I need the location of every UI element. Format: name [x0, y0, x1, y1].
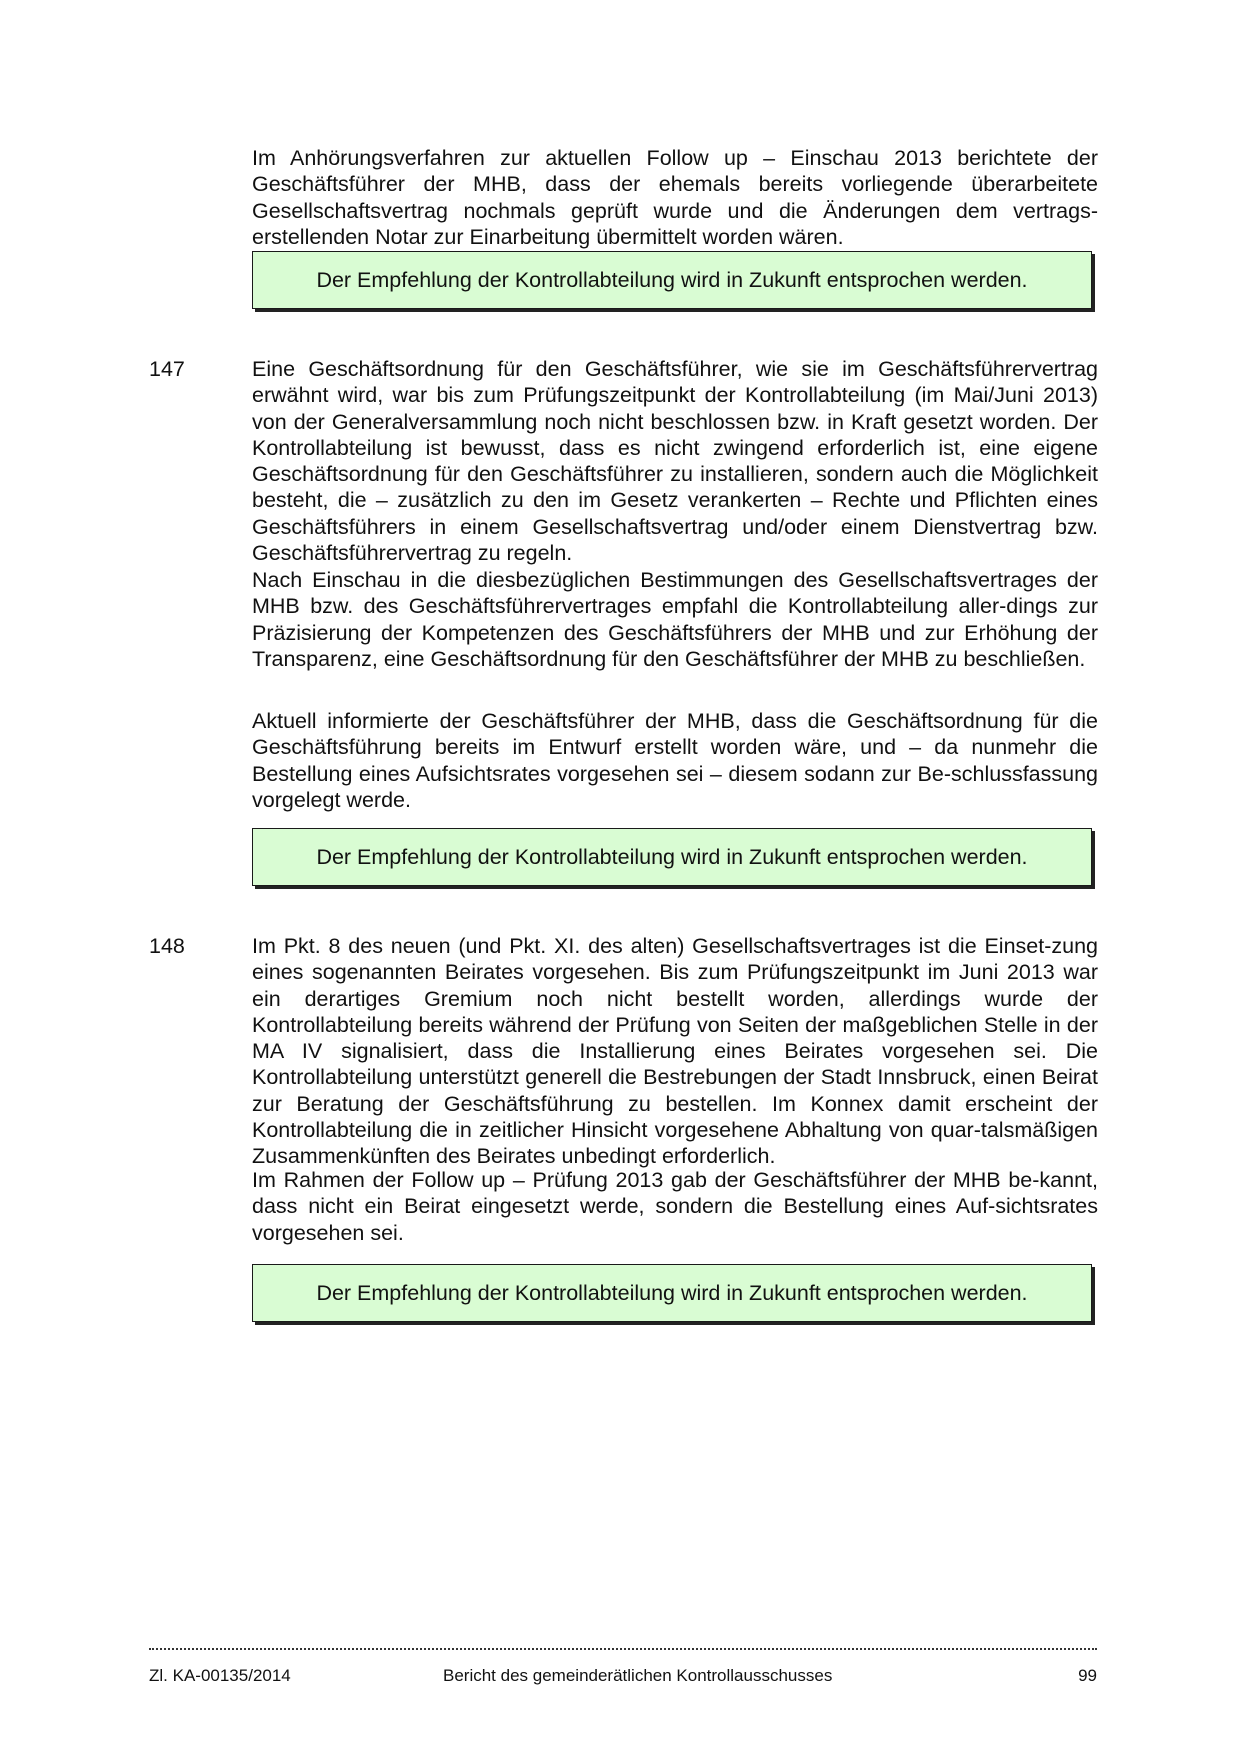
paragraph: Nach Einschau in die diesbezüglichen Bestimmungen des Gesellschaftsvertrages der MHB bzw. des Geschäftsführervertrages empfahl die Kontrollabteilung aller-dings zur Präzisierung der Kompetenzen des Geschäftsführers der MHB und zur Erhöhung der Transparenz, eine Geschäftsordnung für den Geschäftsführer der MHB zu beschließen. [252, 568, 1098, 671]
recommendation-text: Der Empfehlung der Kontrollabteilung wird in Zukunft entsprochen werden. [316, 1280, 1028, 1305]
recommendation-text: Der Empfehlung der Kontrollabteilung wird in Zukunft entsprochen werden. [316, 844, 1028, 869]
paragraph: Eine Geschäftsordnung für den Geschäftsführer, wie sie im Geschäftsführervertrag erwähnt wird, war bis zum Prüfungszeitpunkt der Kontrollabteilung (im Mai/Juni 2013) von der Generalversammlung noch nicht beschlossen bzw. in Kraft gesetzt worden. Der Kontrollabteilung ist bewusst, dass es nicht zwingend erforderlich ist, eine eigene Geschäftsordnung für den Geschäftsführer zu installieren, sondern auch die Möglichkeit besteht, die – zusätzlich zu den im Gesetz verankerten – Rechte und Pflichten eines Geschäftsführers in einem Gesellschaftsvertrag und/oder einem Dienstvertrag bzw. Geschäftsführervertrag zu regeln. [252, 357, 1098, 566]
paragraph: Im Rahmen der Follow up – Prüfung 2013 gab der Geschäftsführer der MHB be-kannt, dass nicht ein Beirat eingesetzt werde, sondern die Bestellung eines Auf-sichtsrates vorgesehen sei. [252, 1168, 1098, 1245]
section-number: 148 [149, 934, 185, 958]
intro-paragraph: Im Anhörungsverfahren zur aktuellen Follow up – Einschau 2013 berichtete der Geschäftsführer der MHB, dass der ehemals bereits vorliegende überarbeitete Gesellschaftsvertrag nochmals geprüft wurde und die Änderungen dem vertrags-erstellenden Notar zur Einarbeitung übermittelt worden wären. [252, 146, 1098, 249]
paragraph: Im Pkt. 8 des neuen (und Pkt. XI. des alten) Gesellschaftsvertrages ist die Einset-zung eines sogenannten Beirates vorgesehen. Bis zum Prüfungszeitpunkt im Juni 2013 war ein derartiges Gremium noch nicht bestellt worden, allerdings wurde der Kontrollabteilung bereits während der Prüfung von Seiten der maßgeblichen Stelle in der MA IV signalisiert, dass die Installierung eines Beirates vorgesehen sei. Die Kontrollabteilung unterstützt generell die Bestrebungen der Stadt Innsbruck, einen Beirat zur Beratung der Geschäftsführung zu bestellen. Im Konnex damit erscheint der Kontrollabteilung die in zeitlicher Hinsicht vorgesehene Abhaltung von quar-talsmäßigen Zusammenkünften des Beirates unbedingt erforderlich. [252, 934, 1098, 1169]
footer-page-number: 99 [1078, 1666, 1097, 1685]
section-number: 147 [149, 357, 185, 381]
footer-divider [149, 1648, 1097, 1650]
recommendation-text: Der Empfehlung der Kontrollabteilung wird in Zukunft entsprochen werden. [316, 267, 1028, 292]
recommendation-box [252, 251, 1092, 309]
recommendation-box [252, 1264, 1092, 1322]
recommendation-box [252, 828, 1092, 886]
footer-reference: Zl. KA-00135/2014 [149, 1666, 291, 1685]
paragraph: Aktuell informierte der Geschäftsführer der MHB, dass die Geschäftsordnung für die Geschäftsführung bereits im Entwurf erstellt worden wäre, und – da nunmehr die Bestellung eines Aufsichtsrates vorgesehen sei – diesem sodann zur Be-schlussfassung vorgelegt werde. [252, 709, 1098, 812]
footer-title: Bericht des gemeinderätlichen Kontrollausschusses [443, 1666, 833, 1685]
